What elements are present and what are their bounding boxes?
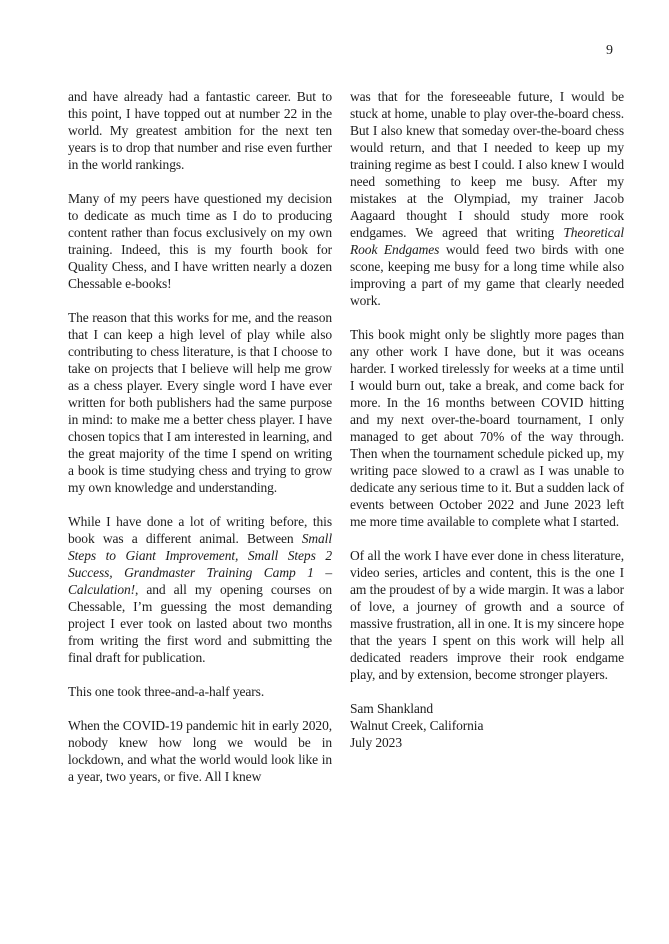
signature-name: Sam Shankland xyxy=(350,701,434,716)
signature-date: July 2023 xyxy=(350,735,402,750)
paragraph: This book might only be slightly more pages than any other work I have done, but it was oceans harder. I worked tirelessly for weeks at a time until I would burn out, take a break, and come back for more. In the 16 months between COVID hitting and my next over-the-board tournament, I only managed to get about 70% of the way through. Then when the tournament schedule picked up, my writing pace slowed to a crawl as I was unable to dedicate any serious time to it. But a sudden lack of events between October 2022 and June 2023 left me more time available to complete what I started. xyxy=(350,327,625,529)
paragraph: The reason that this works for me, and the reason that I can keep a high level of play while also contributing to chess literature, is that I choose to take on projects that I believe will help me grow as a chess player. Every single word I have ever written for both publishers had the same purpose in mind: to make me a better chess player. I have chosen topics that I am interested in learning, and the great majority of the time I spend on writing a book is time studying chess and trying to grow my own knowledge and understanding. xyxy=(68,310,332,495)
signature-location: Walnut Creek, California xyxy=(350,718,484,733)
paragraph: and have already had a fantastic career. But to this point, I have topped out at number 22 in the world. My greatest ambition for the next ten years is to drop that number and rise even further in the world rankings. xyxy=(68,89,332,172)
paragraph: was that for the foreseeable future, I would be stuck at home, unable to play over-the-board chess. But I also knew that someday over-the-board chess would return, and that I needed to keep up my training regime as best I could. I also knew I would need something to keep me busy. After my mistakes at the Olympiad, my trainer Jacob Aagaard thought I should study more rook endgames. We agreed that writing Theoretical Rook Endgames would feed two birds with one scone, keeping me busy for a long time while also improving a part of my game that clearly needed work. xyxy=(350,89,624,308)
page-number: 9 xyxy=(606,43,613,58)
signature-block xyxy=(350,700,624,751)
paragraph: This one took three-and-a-half years. xyxy=(68,684,265,699)
text-columns xyxy=(68,88,624,802)
paragraph: Many of my peers have questioned my decision to dedicate as much time as I do to producing content rather than focus exclusively on my own training. Indeed, this is my fourth book for Quality Chess, and I have written nearly a dozen Chessable e-books! xyxy=(68,191,332,291)
paragraph: When the COVID-19 pandemic hit in early 2020, nobody knew how long we would be in lockdown, and what the world would look like in a year, two years, or five. All I knew xyxy=(68,718,332,784)
right-column xyxy=(350,88,624,802)
left-column xyxy=(68,88,332,802)
paragraph: While I have done a lot of writing before, this book was a different animal. Between Small Steps to Giant Improvement, Small Steps 2 Success, Grandmaster Training Camp 1 – Calculation!, and all my opening courses on Chessable, I’m guessing the most demanding project I ever took on lasted about two months from writing the first word and submitting the final draft for publication. xyxy=(68,514,332,665)
paragraph: Of all the work I have ever done in chess literature, video series, articles and content, this is the one I am the proudest of by a wide margin. It was a labor of love, a journey of growth and a source of massive frustration, all in one. It is my sincere hope that the years I spent on this work will help all dedicated readers improve their rook endgame play, and by extension, become stronger players. xyxy=(350,548,624,682)
